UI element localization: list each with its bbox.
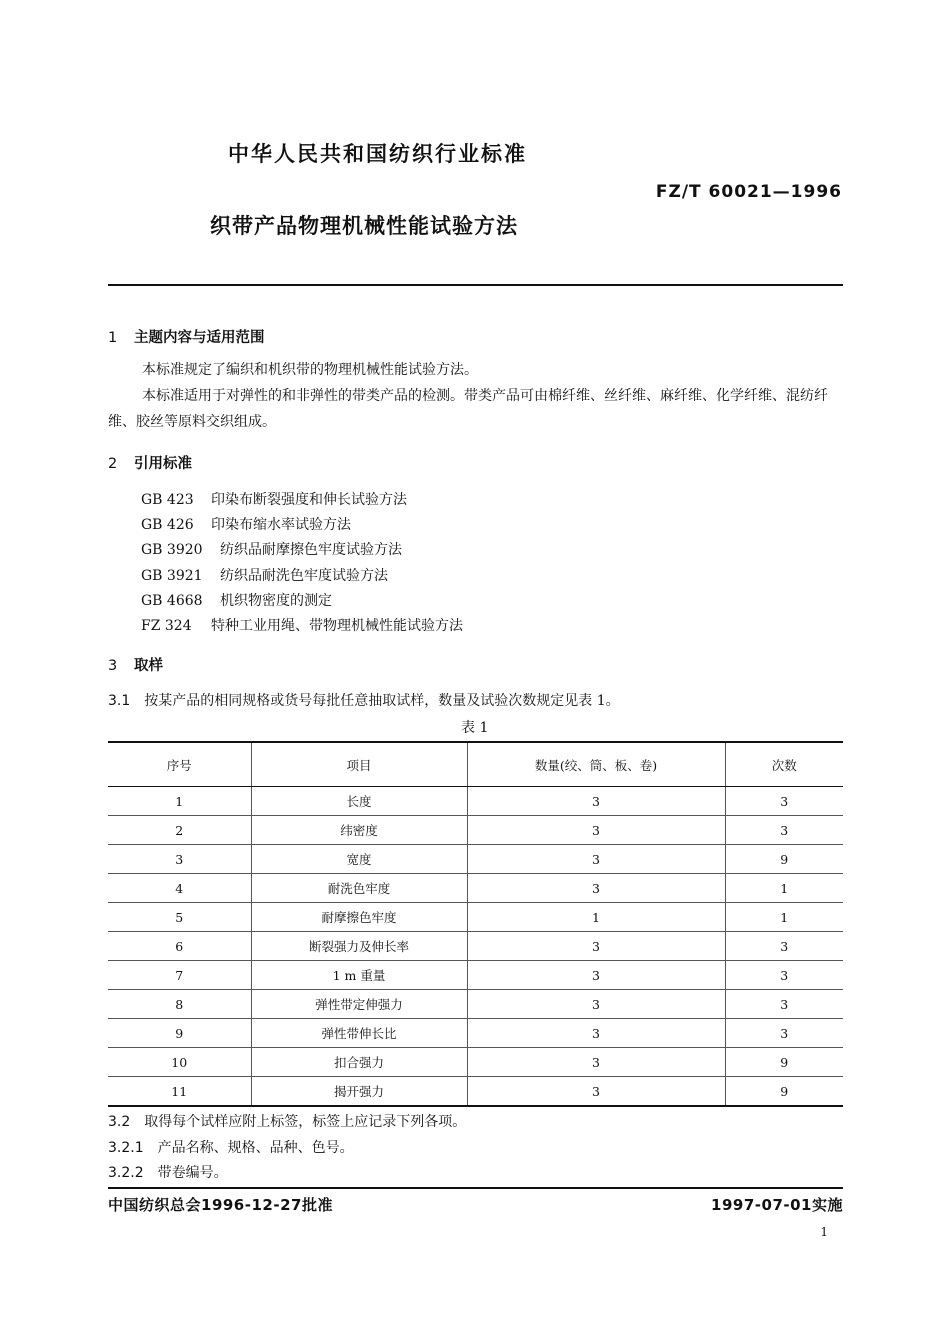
header-item: 项目 <box>251 742 467 787</box>
cell-serial: 2 <box>108 816 251 845</box>
table-row <box>108 816 843 845</box>
clause-3-2-1-number: 3.2.1 <box>108 1140 144 1156</box>
cell-times: 3 <box>725 787 843 816</box>
clause-3-2-2-number: 3.2.2 <box>108 1165 144 1181</box>
reference-item <box>141 514 351 534</box>
reference-item <box>141 565 388 585</box>
reference-code: GB 3920 <box>141 542 203 558</box>
page-number: 1 <box>820 1225 828 1239</box>
clause-3-2-text: 取得每个试样应附上标签，标签上应记录下列各项。 <box>144 1114 467 1130</box>
cell-times: 3 <box>725 816 843 845</box>
cell-times: 3 <box>725 932 843 961</box>
table-1-caption: 表 1 <box>461 720 489 736</box>
reference-code: FZ 324 <box>141 618 192 634</box>
section-2-heading <box>108 452 192 473</box>
reference-title: 纺织品耐洗色牢度试验方法 <box>220 568 388 584</box>
cell-quantity: 3 <box>467 1048 725 1077</box>
cell-item: 1 m 重量 <box>251 961 467 990</box>
cell-quantity: 3 <box>467 932 725 961</box>
cell-times: 1 <box>725 874 843 903</box>
cell-serial: 11 <box>108 1077 251 1107</box>
clause-3-2-2-text: 带卷编号。 <box>157 1165 228 1181</box>
document-title: 织带产品物理机械性能试验方法 <box>210 214 518 238</box>
table-header-row <box>108 742 843 787</box>
clause-3-2-1-text: 产品名称、规格、品种、色号。 <box>157 1140 354 1156</box>
table-row <box>108 990 843 1019</box>
sampling-table <box>108 741 843 1107</box>
cell-quantity: 1 <box>467 903 725 932</box>
section-1-heading <box>108 326 265 347</box>
section-2-title: 引用标准 <box>134 456 192 472</box>
effective-date: 1997-07-01实施 <box>711 1196 843 1214</box>
section-2-number: 2 <box>108 456 118 472</box>
clause-3-1 <box>108 690 620 710</box>
section-3-heading <box>108 654 163 675</box>
reference-item <box>141 489 407 509</box>
table-row <box>108 903 843 932</box>
cell-quantity: 3 <box>467 1019 725 1048</box>
section-1-paragraph-1: 本标准规定了编织和机织带的物理机械性能试验方法。 <box>142 362 478 378</box>
cell-item: 弹性带伸长比 <box>251 1019 467 1048</box>
reference-title: 印染布断裂强度和伸长试验方法 <box>211 492 407 508</box>
header-divider <box>108 284 843 286</box>
reference-item <box>141 615 463 635</box>
cell-times: 1 <box>725 903 843 932</box>
cell-serial: 7 <box>108 961 251 990</box>
cell-serial: 9 <box>108 1019 251 1048</box>
standard-code: FZ/T 60021—1996 <box>655 182 842 202</box>
reference-item <box>141 539 402 559</box>
header-times: 次数 <box>725 742 843 787</box>
cell-item: 耐摩擦色牢度 <box>251 903 467 932</box>
cell-times: 3 <box>725 961 843 990</box>
reference-item <box>141 590 332 610</box>
clause-3-1-text: 按某产品的相同规格或货号每批任意抽取试样，数量及试验次数规定见表 1。 <box>144 693 620 709</box>
cell-quantity: 3 <box>467 961 725 990</box>
header-serial: 序号 <box>108 742 251 787</box>
clause-3-1-number: 3.1 <box>108 693 131 709</box>
table-row <box>108 961 843 990</box>
reference-title: 印染布缩水率试验方法 <box>211 517 351 533</box>
reference-code: GB 3921 <box>141 568 203 584</box>
cell-times: 9 <box>725 1077 843 1107</box>
reference-code: GB 426 <box>141 517 194 533</box>
reference-code: GB 423 <box>141 492 194 508</box>
section-3-title: 取样 <box>134 658 163 674</box>
table-row <box>108 1019 843 1048</box>
cell-serial: 1 <box>108 787 251 816</box>
cell-serial: 10 <box>108 1048 251 1077</box>
cell-quantity: 3 <box>467 874 725 903</box>
cell-item: 扣合强力 <box>251 1048 467 1077</box>
cell-times: 9 <box>725 845 843 874</box>
reference-title: 纺织品耐摩擦色牢度试验方法 <box>220 542 402 558</box>
clause-3-2-number: 3.2 <box>108 1114 131 1130</box>
cell-times: 3 <box>725 990 843 1019</box>
section-1-number: 1 <box>108 330 118 346</box>
cell-item: 耐洗色牢度 <box>251 874 467 903</box>
clause-3-2 <box>108 1111 466 1131</box>
clause-3-2-1 <box>108 1137 354 1157</box>
footer-divider <box>108 1187 843 1189</box>
cell-quantity: 3 <box>467 845 725 874</box>
cell-serial: 6 <box>108 932 251 961</box>
table-row <box>108 787 843 816</box>
section-1-body <box>108 357 845 435</box>
cell-serial: 3 <box>108 845 251 874</box>
reference-title: 特种工业用绳、带物理机械性能试验方法 <box>211 618 463 634</box>
cell-times: 3 <box>725 1019 843 1048</box>
cell-item: 长度 <box>251 787 467 816</box>
cell-quantity: 3 <box>467 816 725 845</box>
cell-serial: 5 <box>108 903 251 932</box>
table-row <box>108 1077 843 1107</box>
cell-quantity: 3 <box>467 990 725 1019</box>
section-1-paragraph-2: 本标准适用于对弹性的和非弹性的带类产品的检测。带类产品可由棉纤维、丝纤维、麻纤维、化学纤维、混纺纤维、胶丝等原料交织组成。 <box>108 388 828 430</box>
table-row <box>108 845 843 874</box>
cell-quantity: 3 <box>467 787 725 816</box>
cell-item: 纬密度 <box>251 816 467 845</box>
cell-times: 9 <box>725 1048 843 1077</box>
reference-code: GB 4668 <box>141 593 203 609</box>
section-1-title: 主题内容与适用范围 <box>134 330 265 346</box>
org-title: 中华人民共和国纺织行业标准 <box>228 142 527 166</box>
section-3-number: 3 <box>108 658 118 674</box>
cell-serial: 8 <box>108 990 251 1019</box>
cell-serial: 4 <box>108 874 251 903</box>
header-quantity: 数量(绞、筒、板、卷) <box>467 742 725 787</box>
table-row <box>108 1048 843 1077</box>
reference-title: 机织物密度的测定 <box>220 593 332 609</box>
cell-item: 断裂强力及伸长率 <box>251 932 467 961</box>
approval-date: 中国纺织总会1996-12-27批准 <box>108 1196 333 1214</box>
cell-quantity: 3 <box>467 1077 725 1107</box>
cell-item: 弹性带定伸强力 <box>251 990 467 1019</box>
table-row <box>108 874 843 903</box>
table-row <box>108 932 843 961</box>
clause-3-2-2 <box>108 1162 228 1182</box>
cell-item: 揭开强力 <box>251 1077 467 1107</box>
cell-item: 宽度 <box>251 845 467 874</box>
